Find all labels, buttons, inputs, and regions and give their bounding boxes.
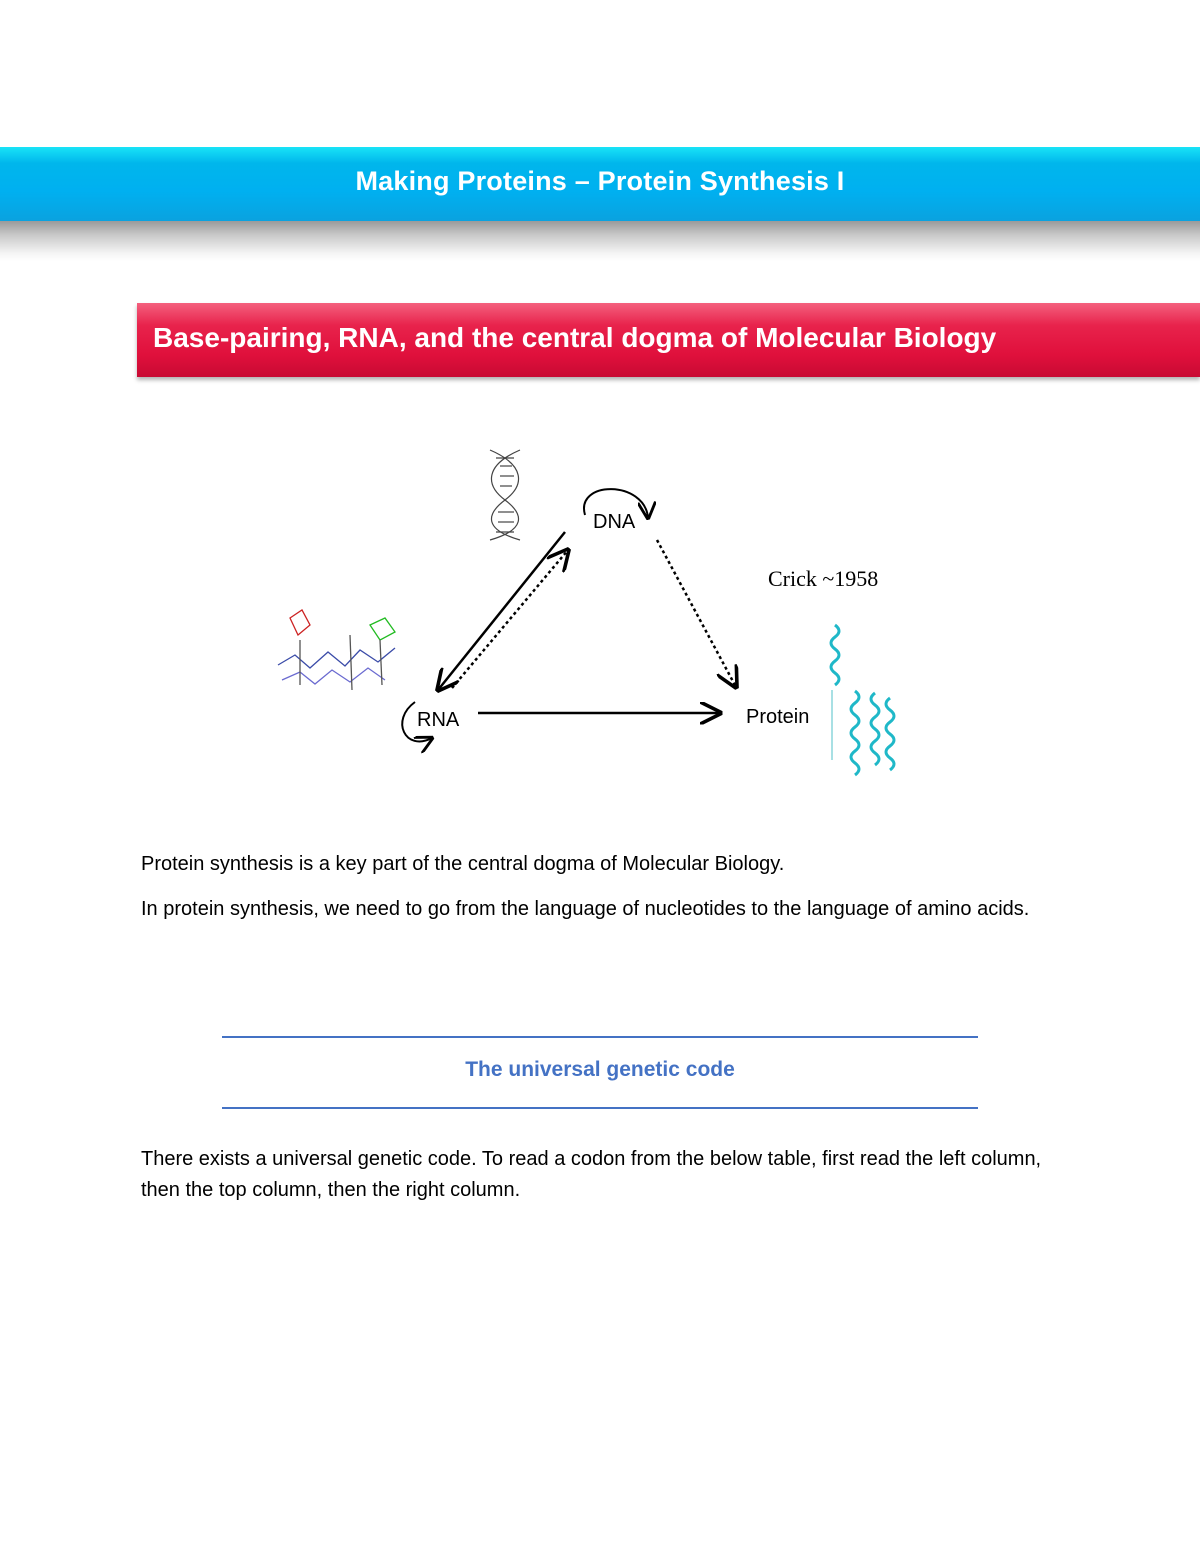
body-paragraph-2: In protein synthesis, we need to go from the language of nucleotides to the language of amino acids.	[141, 898, 1030, 920]
protein-label: Protein	[746, 706, 810, 728]
subsection-title: The universal genetic code	[465, 1058, 735, 1081]
dna-helix-icon	[490, 450, 520, 540]
page-title: Making Proteins – Protein Synthesis I	[355, 166, 845, 196]
rna-molecule-icon	[278, 610, 395, 690]
dna-to-rna-arrow	[438, 532, 565, 690]
subsection-top-rule	[222, 1036, 978, 1038]
crick-credit: Crick ~1958	[768, 566, 879, 591]
rna-to-dna-dotted-arrow	[452, 550, 568, 688]
rna-label: RNA	[417, 709, 460, 731]
central-dogma-diagram	[260, 440, 940, 800]
dna-to-protein-dotted-arrow	[657, 540, 736, 687]
subsection-bottom-rule	[222, 1107, 978, 1109]
section-title: Base-pairing, RNA, and the central dogma of Molecular Biology	[153, 322, 997, 353]
body-paragraph-1: Protein synthesis is a key part of the central dogma of Molecular Biology.	[141, 853, 785, 875]
genetic-code-paragraph: There exists a universal genetic code. To read a codon from the below table, first read the left column, then the top column, then the right column.	[141, 1148, 1042, 1201]
protein-structure-icon	[831, 625, 894, 775]
header-banner-shadow	[0, 221, 1200, 261]
dna-label: DNA	[593, 511, 636, 533]
